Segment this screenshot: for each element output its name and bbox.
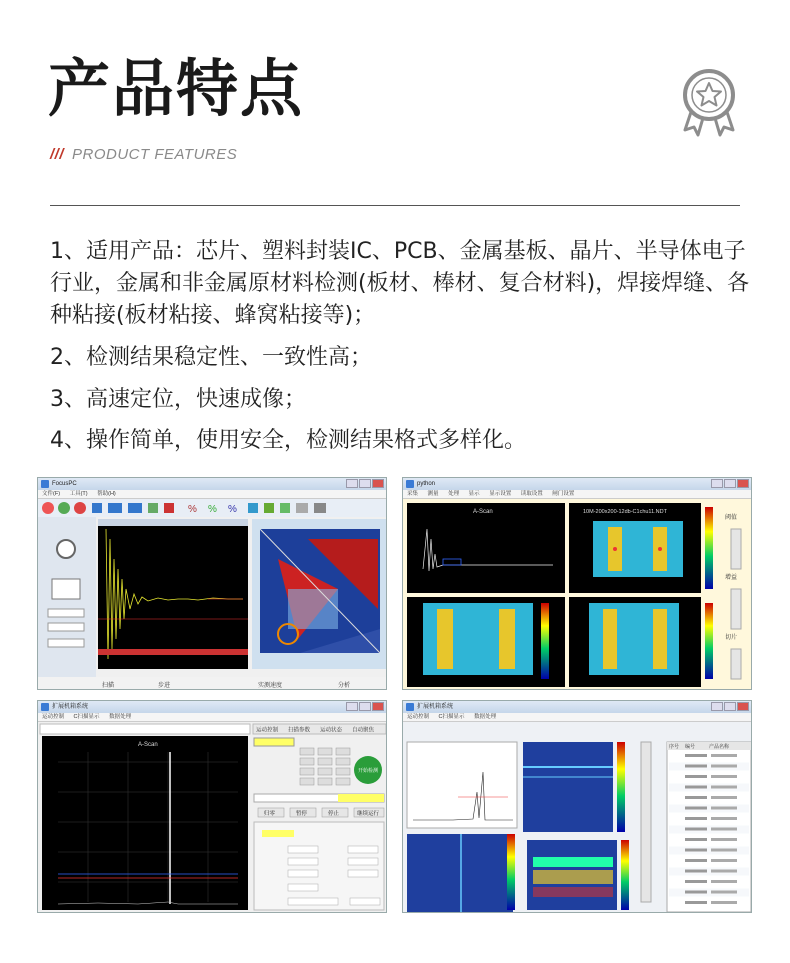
tab[interactable]: C扫描显示	[73, 714, 100, 720]
tab[interactable]: 数据处理	[109, 714, 132, 720]
continue-label: 继续运行	[357, 811, 380, 817]
row-placeholder	[685, 775, 707, 778]
page-title: 产品特点	[48, 52, 305, 125]
row-placeholder	[685, 901, 707, 904]
row-placeholder	[711, 891, 737, 894]
page-subtitle	[50, 146, 237, 163]
row-placeholder	[685, 754, 707, 757]
header-divider	[50, 205, 740, 206]
row-placeholder	[711, 901, 737, 904]
python-workspace	[403, 499, 752, 690]
tab[interactable]: 运动控制	[42, 714, 65, 720]
focuspc-workspace	[38, 499, 387, 690]
list-header: 序号	[669, 744, 680, 750]
ascan-label: A-Scan	[138, 742, 158, 748]
pause-label: 暂停	[296, 811, 308, 817]
minimize-button[interactable]	[711, 479, 723, 488]
row-placeholder	[711, 796, 737, 799]
row-placeholder	[711, 754, 737, 757]
home-label: 归零	[264, 811, 276, 817]
close-button[interactable]	[372, 479, 384, 488]
maximize-button[interactable]	[724, 479, 736, 488]
tab[interactable]: 数据处理	[474, 714, 497, 720]
menu-item[interactable]: 工具(T)	[69, 491, 88, 497]
close-button[interactable]	[372, 702, 384, 711]
window-titlebar	[38, 478, 386, 490]
row-placeholder	[685, 880, 707, 883]
slice-slider[interactable]	[731, 649, 741, 679]
menu-item[interactable]: 处理	[448, 491, 460, 497]
threshold-slider[interactable]	[731, 529, 741, 569]
row-placeholder	[711, 859, 737, 862]
side-label: 阈值	[725, 515, 738, 521]
minimize-button[interactable]	[346, 702, 358, 711]
feature-item: 4、操作简单，使用安全，检测结果格式多样化。	[50, 428, 526, 454]
status-step: 步进	[158, 683, 171, 689]
row-placeholder	[711, 817, 737, 820]
svg-text:%: %	[208, 504, 217, 515]
subtitle-mark: ///	[50, 146, 65, 163]
screenshot-focuspc	[37, 477, 387, 690]
menu-item[interactable]: 帮助(H)	[97, 491, 116, 497]
row-placeholder	[685, 828, 707, 831]
row-placeholder	[711, 838, 737, 841]
window-title: python	[417, 481, 436, 487]
feature-item: 2、检测结果稳定性、一致性高；	[50, 344, 372, 370]
list-rows	[669, 752, 749, 907]
screenshot-data-processing	[402, 700, 752, 913]
row-placeholder	[711, 880, 737, 883]
ascan-label: A-Scan	[473, 509, 493, 515]
row-placeholder	[685, 786, 707, 789]
screenshot-python	[402, 477, 752, 690]
menu-bar	[38, 490, 386, 499]
list-header: 产品名称	[709, 744, 730, 750]
maximize-button[interactable]	[724, 702, 736, 711]
row-placeholder	[685, 765, 707, 768]
side-label: 增益	[725, 575, 738, 581]
maximize-button[interactable]	[359, 479, 371, 488]
row-placeholder	[685, 796, 707, 799]
svg-text:%: %	[188, 504, 197, 515]
row-placeholder	[711, 870, 737, 873]
row-placeholder	[711, 807, 737, 810]
row-placeholder	[685, 838, 707, 841]
gain-slider[interactable]	[731, 589, 741, 629]
star-award-icon	[672, 64, 746, 138]
status-analysis: 分析	[338, 683, 351, 689]
side-label: 切片	[725, 635, 738, 641]
status-scan: 扫描	[102, 683, 115, 689]
subtitle-text: PRODUCT FEATURES	[72, 146, 238, 163]
window-titlebar	[403, 478, 751, 490]
window-title: FocusPC	[52, 481, 77, 487]
list-header: 编号	[685, 744, 696, 750]
tab[interactable]: C扫描显示	[438, 714, 465, 720]
start-detect-label: 开始检测	[358, 768, 379, 774]
menu-bar	[38, 713, 386, 722]
row-placeholder	[711, 786, 737, 789]
menu-item[interactable]: 显示设置	[489, 491, 512, 497]
screenshot-motion-control	[37, 700, 387, 913]
close-button[interactable]	[737, 702, 749, 711]
minimize-button[interactable]	[346, 479, 358, 488]
menu-bar	[403, 490, 751, 499]
display-slider[interactable]	[641, 742, 651, 902]
row-placeholder	[685, 891, 707, 894]
motion-workspace	[38, 722, 387, 913]
minimize-button[interactable]	[711, 702, 723, 711]
row-placeholder	[685, 870, 707, 873]
close-button[interactable]	[737, 479, 749, 488]
menu-bar	[403, 713, 751, 722]
menu-item[interactable]: 读取设置	[520, 491, 543, 497]
row-placeholder	[711, 765, 737, 768]
control-tab[interactable]: 运动状态	[320, 727, 343, 734]
svg-text:%: %	[228, 504, 237, 515]
maximize-button[interactable]	[359, 702, 371, 711]
stop-label: 停止	[328, 811, 340, 817]
window-title: 扩展机箱系统	[52, 704, 89, 710]
processing-workspace	[403, 722, 752, 913]
menu-item[interactable]: 测量	[427, 491, 439, 497]
status-speed: 实测速度	[258, 683, 283, 689]
row-placeholder	[711, 828, 737, 831]
control-tab[interactable]: 运动控制	[256, 727, 279, 734]
feature-item: 3、高速定位，快速成像；	[50, 386, 306, 412]
row-placeholder	[711, 849, 737, 852]
control-tab[interactable]: 扫描参数	[288, 727, 311, 734]
row-placeholder	[685, 817, 707, 820]
menu-item[interactable]: 显示	[468, 491, 480, 497]
feature-item: 1、适用产品：芯片、塑料封装IC、PCB、金属基板、晶片、半导体电子行业，金属和非金属原材料检测(板材、棒材、复合材料)，焊接焊缝、各种粘接(板材粘接、蜂窝粘接等)；	[50, 239, 750, 328]
menu-item[interactable]: 文件(F)	[42, 491, 61, 497]
menu-item[interactable]: 闸门设置	[552, 491, 575, 497]
menu-item[interactable]: 采集	[407, 491, 419, 497]
tab[interactable]: 运动控制	[407, 714, 430, 720]
row-placeholder	[685, 859, 707, 862]
feature-list	[50, 236, 750, 467]
window-titlebar	[38, 701, 386, 713]
cscan-label: 10M-200x200-12db-C1chu11.NDT	[583, 509, 667, 515]
row-placeholder	[711, 775, 737, 778]
window-titlebar	[403, 701, 751, 713]
window-title: 扩展机箱系统	[417, 704, 454, 710]
row-placeholder	[685, 807, 707, 810]
control-tab[interactable]: 自动聚焦	[352, 727, 375, 734]
row-placeholder	[685, 849, 707, 852]
